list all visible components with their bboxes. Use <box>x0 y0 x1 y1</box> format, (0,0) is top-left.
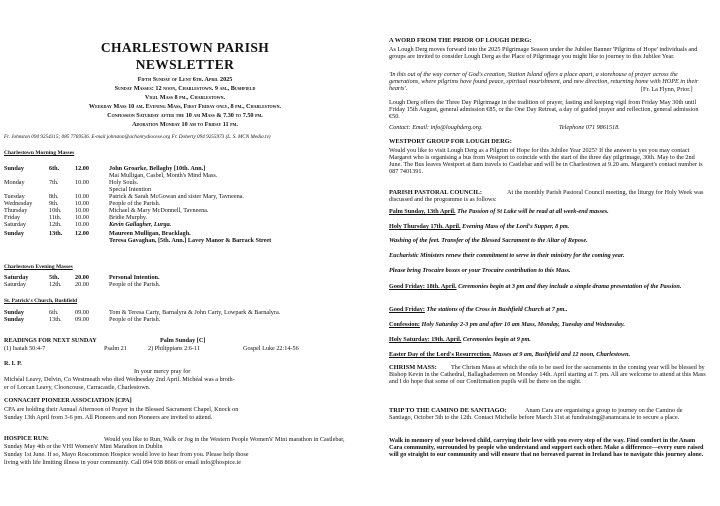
morning-masses-heading: Charlestown Morning Masses <box>4 150 75 156</box>
reading-first: (1) Isaiah 50:4-7 <box>4 345 46 352</box>
council-heading: PARISH PASTORAL COUNCIL: <box>389 189 483 196</box>
mass-intention: People of the Parish. <box>109 280 161 288</box>
mass-intention: Special Intention <box>109 185 152 193</box>
newsletter-title: CHARLESTOWN PARISH <box>100 40 270 55</box>
mass-time: 10.00 <box>75 192 89 200</box>
bushfield-masses-table <box>4 310 280 324</box>
lough-derg-intro: As Lough Derg moves forward into the 2025 Pilgrimage Season under the Jubilee Banner 'Pilgrims of Hope' individuals and groups are invited to consider Lough Derg as the Place of Pilgrimage you might like to journey to this Jubilee Year. <box>389 46 698 60</box>
chrism-heading: CHRISM MASS: <box>389 364 437 371</box>
mass-time: 10.00 <box>75 199 89 207</box>
palm-sunday-text: The Passion of St Luke will be read at all week-end masses. <box>457 208 609 215</box>
anam-cara-text: Walk in memory of your beloved child, carrying their love with you every step of the way. Find comfort in the Anam Cara community, surrounded by people who understand and support each other. Make a difference—every euro raised will go straight to our community and will ensure that no bereaved parent in Ireland has to navigate this journey alone. <box>389 437 704 458</box>
reading-psalm: Psalm 21 <box>104 345 127 352</box>
council-ministers: Eucharistic Ministers renew their commitment to serve in their ministry for the coming year. <box>389 252 625 259</box>
morning-masses-table <box>4 166 271 245</box>
mass-day: Saturday <box>4 220 26 228</box>
holy-thursday-label: Holy Thursday 17th. April. <box>389 223 461 230</box>
lough-derg-heading: A WORD FROM THE PRIOR OF LOUGH DERG: <box>389 37 532 44</box>
mass-time: 12.00 <box>75 165 89 172</box>
table-row <box>4 346 299 353</box>
mass-date <box>49 238 75 245</box>
council-stations <box>389 306 707 313</box>
rip-subheading: In your mercy pray for <box>134 368 191 375</box>
easter-label: Easter Day of the Lord's Resurrection. <box>389 351 492 358</box>
mass-intention: Bridie Murphy. <box>109 213 148 221</box>
pioneer-heading: CONNACHT PIONEER ASSOCIATION [CPA] <box>4 397 132 404</box>
mass-intention: Maureen Mulligan, Bracklagh. <box>109 230 191 238</box>
evening-masses-heading: Charlestown Evening Masses <box>4 264 73 270</box>
chrism-text: The Chrism Mass at which the oils to be used for the sacraments in the coming year will be blessed by Bishop Kevin in the Cathedral, Ballaghaderreen on Monday 14th. April starting at 7. pm. All are welcome to attend at this Mass and I do hope that some of our Confirmation pupils will be there on the night. <box>389 364 706 385</box>
mass-intention: Holy Souls. <box>109 178 139 186</box>
camino-text: Anam Cara are organising a group to journey on the Camino de Santiago, October 5th to the 12th. Contact Michelle before March 31st at fundraising@anamcara.ie to secure a place. <box>389 407 683 421</box>
council-good-friday <box>389 283 707 290</box>
newsletter-date: Fifth Sunday of Lent 6th. April 2025 <box>137 76 233 83</box>
holy-saturday-label: Holy Saturday: 19th. April. <box>389 336 462 343</box>
westport-text: Would you like to visit Lough Derg as a Pilgrim of Hope for this Jubilee Year 2025? If the answer is yes you may contact Margaret who is organising a bus from Westport to coincide with the start of the three day pilgrimage, 30th. May to the 2nd June. The Bus leaves Westport at 8am travels to Castlebar and will be in Charlestown at 9.20 am. Margaret's contact number is 087 7401391. <box>389 147 703 175</box>
evening-masses-table <box>4 275 160 289</box>
newsletter-subtitle: NEWSLETTER <box>135 57 235 72</box>
rip-heading: R. I. P. <box>4 360 22 367</box>
lough-derg-telephone: Telephone 071 9861518. <box>559 124 620 131</box>
mass-day: Wednesday <box>4 199 33 207</box>
mass-date: 7th. <box>49 178 59 186</box>
right-column <box>389 0 711 506</box>
holy-saturday-text: Ceremonies begin at 9 pm. <box>462 336 531 343</box>
mass-intention: Mai Mulligan, Casbel, Month's Mind Mass. <box>109 171 218 179</box>
rip-text-line1: Michéal Leavy, Delvin, Co Westmeath who died Wednesday 2nd April. Michéal was a broth- <box>4 376 235 383</box>
sunday-masses-line: Sunday Masses: 12 noon, Charlestown. 9 am., Bushfield <box>114 85 256 92</box>
mass-day: Sunday <box>4 165 24 172</box>
mass-time: 10.00 <box>75 213 89 221</box>
table-row <box>4 282 160 289</box>
lough-derg-quote: 'In this out of the way corner of God's creation, Station Island offers a place apart, a storehouse of prayer across the generations, where pilgrims have found peace, spiritual nourishment, and new direction, returning home with HOPE in their hearts'. <box>389 71 699 92</box>
westport-heading: WESTPORT GROUP FOR LOUGH DERG: <box>389 138 512 145</box>
contact-line: Fr. Johnston 094 9254315; 085 7769536. E-mail johnston@achonrydiocese.org Fr. Doherty 094 9255973 (L. S. MCN Media.tv) <box>4 134 271 140</box>
pioneer-text-line1: CPA are holding their Annual Afternoon of Prayer in the Blessed Sacrament Chapel, Knock on <box>4 406 239 413</box>
council-intro: At the monthly Parish Pastoral Council meeting, the liturgy for Holy Week was discussed and the programme is as follows: <box>389 189 704 203</box>
stations-label: Good Friday: <box>389 306 425 313</box>
mass-date: 12th. <box>49 220 62 228</box>
stations-text: The stations of the Cross in Bushfield Church at 7 pm.. <box>426 306 568 313</box>
mass-time: 09.00 <box>75 315 89 323</box>
mass-date: 6th. <box>49 309 59 316</box>
good-friday-text: Ceremonies begin at 3 pm and they include a simple drama presentation of the Passion. <box>458 283 682 290</box>
mass-date: 12th. <box>49 280 62 288</box>
reading-second: 2) Philippians 2:6-11 <box>148 345 201 352</box>
mass-intention: People of the Parish. <box>109 315 161 323</box>
mass-time: 10.00 <box>75 206 89 214</box>
hospice-heading: HOSPICE RUN: <box>4 435 49 442</box>
mass-time <box>75 238 109 245</box>
mass-date: 10th. <box>49 206 62 214</box>
readings-cycle: Palm Sunday [C] <box>160 337 206 344</box>
mass-time: 10.00 <box>75 220 89 228</box>
reading-gospel: Gospel Luke 22:14-56 <box>243 345 299 352</box>
rip-text-line2: er of Lorcan Leavy, Clooncouse, Carracastle, Charlestown. <box>4 384 151 391</box>
mass-day: Sunday <box>4 309 24 316</box>
mass-intention: Teresa Gavaghan, [5th. Ann.] Lavey Manor & Barrack Street <box>109 237 272 245</box>
mass-intention: Kevin Gallagher, Lurga. <box>109 220 172 228</box>
mass-intention: Michael & Mary McDonnell, Tavneena. <box>109 206 209 214</box>
council-easter <box>389 351 707 358</box>
camino-heading: TRIP TO THE CAMINO DE SANTIAGO: <box>389 407 507 414</box>
mass-day: Monday <box>4 178 25 186</box>
hospice-text <box>4 436 360 450</box>
lough-derg-pilgrimage: Lough Derg offers the Three Day Pilgrimage in the tradition of prayer, fasting and keeping vigil from Friday May 30th until Friday 15th August, general admission €85, or the One Day Retreat, a day of guided prayer and reflection, general admission €50. <box>389 99 699 120</box>
mass-intention: Personal Intention. <box>109 274 160 281</box>
lough-derg-contact: Contact: Email: info@loughderg.org. <box>389 124 483 131</box>
mass-date: 9th. <box>49 199 59 207</box>
mass-day: Saturday <box>4 274 29 281</box>
mass-time: 20.00 <box>75 280 89 288</box>
council-holy-saturday <box>389 336 707 343</box>
mass-time: 12.00 <box>75 230 89 238</box>
palm-sunday-label: Palm Sunday, 13th April. <box>389 208 456 215</box>
adoration-line: Adoration Monday 10 am to Friday 11 pm. <box>132 121 238 128</box>
table-row <box>4 222 271 229</box>
table-row <box>4 238 271 245</box>
mass-time: 10.00 <box>75 178 89 186</box>
council-washing: Washing of the feet. Transfer of the Blessed Sacrament to the Altar of Repose. <box>389 237 588 244</box>
mass-intention: People of the Parish. <box>109 199 161 207</box>
hospice-text-line1: Would you like to Run, Walk or Jog in the Western People Women's' Mini marathon in Castlebar, Sunday May 4th or the VHI Women's' Mini Marathon in Dublin <box>4 436 345 450</box>
mass-day: Saturday <box>4 280 26 288</box>
hospice-text-line2: Sunday 1st June. If so, Mayo Roscommon Hospice would love to hear from you. Please help those <box>4 451 249 458</box>
mass-time: 20.00 <box>75 274 89 281</box>
hospice-text-line3: living with life limiting illness in your community. Call 094 938 8666 or email info@hospice.ie <box>4 459 241 466</box>
mass-date: 11th. <box>49 213 62 221</box>
mass-date: 13th. <box>49 315 62 323</box>
readings-list <box>4 346 299 353</box>
mass-day: Sunday <box>4 230 24 238</box>
good-friday-label: Good Friday: 18th. April. <box>389 283 457 290</box>
mass-day: Tuesday <box>4 192 25 200</box>
pioneer-text-line2: Sunday 13th April from 3-6 pm. All Pioneers and non Pioneers are invited to attend. <box>4 414 213 421</box>
bushfield-heading: St. Patrick's Church, Bushfield <box>4 298 78 304</box>
readings-heading: READINGS FOR NEXT SUNDAY <box>4 337 97 344</box>
council-palm-sunday <box>389 208 707 215</box>
holy-thursday-text: Evening Mass of the Lord's Supper, 8 pm. <box>462 223 570 230</box>
mass-date: 8th. <box>49 192 59 200</box>
weekday-mass-line: Weekday Mass 10 am. Evening Mass, First Friday only, 8 pm., Charlestown. <box>88 103 282 110</box>
mass-date: 5th. <box>49 274 60 281</box>
council-holy-thursday <box>389 223 707 230</box>
confession-label: Confession: <box>389 321 420 328</box>
mass-intention: John Groarke, Bellaghy [10th. Ann.] <box>109 165 206 172</box>
mass-day <box>4 238 49 245</box>
lough-derg-attribution: [Fr. La Flynn, Prior.] <box>641 86 693 93</box>
confession-line: Confession Saturday after the 10 am Mass & 7.30 to 7.50 pm. <box>107 112 263 119</box>
mass-intention: Patrick & Sarah McGowan and sister Mary, Tavneena. <box>109 192 244 200</box>
mass-date: 13th. <box>49 230 63 238</box>
mass-day: Thursday <box>4 206 28 214</box>
mass-time: 09.00 <box>75 309 89 316</box>
council-confession <box>389 321 707 328</box>
easter-text: Masses at 9 am, Bushfield and 12 noon, Charlestown. <box>492 351 631 358</box>
council-trocaire: Please bring Trocaire boxes or your Trocaire contribution to this Mass. <box>389 267 571 274</box>
mass-day: Friday <box>4 213 21 221</box>
mass-intention: Tom & Teresa Carty, Barnalyra & John Carty, Lowpark & Barnalyra. <box>109 309 281 316</box>
vigil-mass-line: Vigil Mass 8 pm., Charlestown. <box>144 94 226 101</box>
mass-date: 6th. <box>49 165 60 172</box>
table-row <box>4 317 280 324</box>
confession-text: Holy Saturday 2-3 pm and after 10 am Mass, Monday, Tuesday and Wednesday. <box>421 321 625 328</box>
mass-day: Sunday <box>4 315 24 323</box>
